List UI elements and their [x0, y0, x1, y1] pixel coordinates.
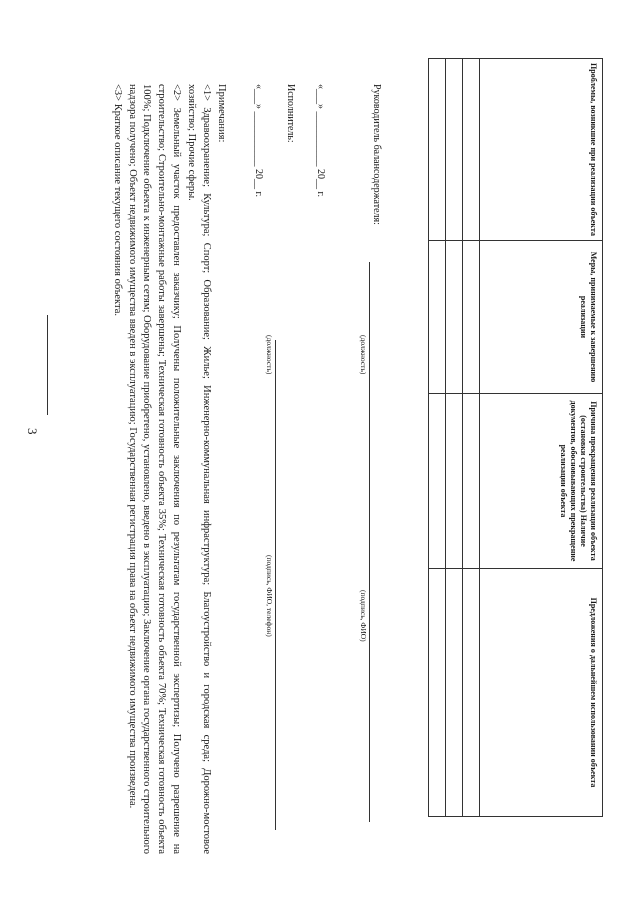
table-cell[interactable] [446, 241, 463, 394]
table-row [446, 59, 463, 817]
table-header-row [480, 59, 603, 817]
notes-title: Примечания: [216, 84, 227, 143]
head-position-caption: (должность) [359, 335, 368, 375]
table-cell[interactable] [446, 569, 463, 817]
footnote-separator [47, 315, 48, 415]
note-item-2: <2> Земельный участок предоставлен заказчику; Получены положительные заключения по результатам государственной экспертизы; Получено разрешение на строительство; Строительно-монтажные работы завершены; Техническая готовность объекта 35%; Техническая готовность объекта 70%; Техническая готовность объекта 100%; Подключение объекта к инженерным сетям; Оборудование приобретено, установлено, введено в эксплуатацию; Заключение органа государственного строительного надзора получено; Объект недвижимого имущества введен в эксплуатацию; Государственная регистрация права на объект недвижимого имущества произведена. [126, 84, 183, 854]
table-cell[interactable] [429, 59, 446, 241]
table-cell[interactable] [463, 394, 480, 569]
head-date: «___» ___________ 20__ г. [315, 84, 326, 197]
head-signature-caption: (подпись, ФИО) [359, 590, 368, 642]
table-cell[interactable] [446, 59, 463, 241]
note-item-1: <1> Здравоохранение; Культура; Спорт; Образование; Жилье; Инженерно-коммунальная инфраструктура; Благоустройство и городская среда; Дорожно-мостовое хозяйство; Прочие сферы. [186, 84, 213, 854]
head-label: Руководитель балансодержателя: [371, 84, 382, 225]
executor-position-line[interactable] [275, 340, 276, 830]
table-cell[interactable] [446, 394, 463, 569]
executor-label: Исполнитель: [285, 84, 296, 143]
notes-section [109, 84, 228, 854]
executor-date: «___» ___________ 20__ г. [253, 84, 264, 197]
table-cell[interactable] [429, 394, 446, 569]
table-cell[interactable] [463, 59, 480, 241]
table-row [429, 59, 446, 817]
page-number: 3 [25, 428, 40, 435]
table-cell[interactable] [429, 241, 446, 394]
table-cell[interactable] [463, 569, 480, 817]
table-cell[interactable] [463, 241, 480, 394]
header-proposals: Предложения о дальнейшем использовании объекта [480, 569, 603, 817]
executor-signature-caption: (подпись, ФИО, телефон) [265, 555, 274, 637]
table-row [463, 59, 480, 817]
header-termination-reason: Причина прекращения реализации объекта (остановки строительства) Наличие документов, обосновывающих прекращение реализации объекта [480, 394, 603, 569]
header-measures: Меры, принимаемые к завершению реализации [480, 241, 603, 394]
header-problems: Проблемы, возникшие при реализации объекта [480, 59, 603, 241]
head-position-line[interactable] [369, 262, 370, 822]
status-table [428, 58, 603, 817]
note-item-3: <3> Краткое описание текущего состояния объекта. [111, 84, 123, 316]
executor-position-caption: (должность) [265, 335, 274, 375]
table-cell[interactable] [429, 569, 446, 817]
